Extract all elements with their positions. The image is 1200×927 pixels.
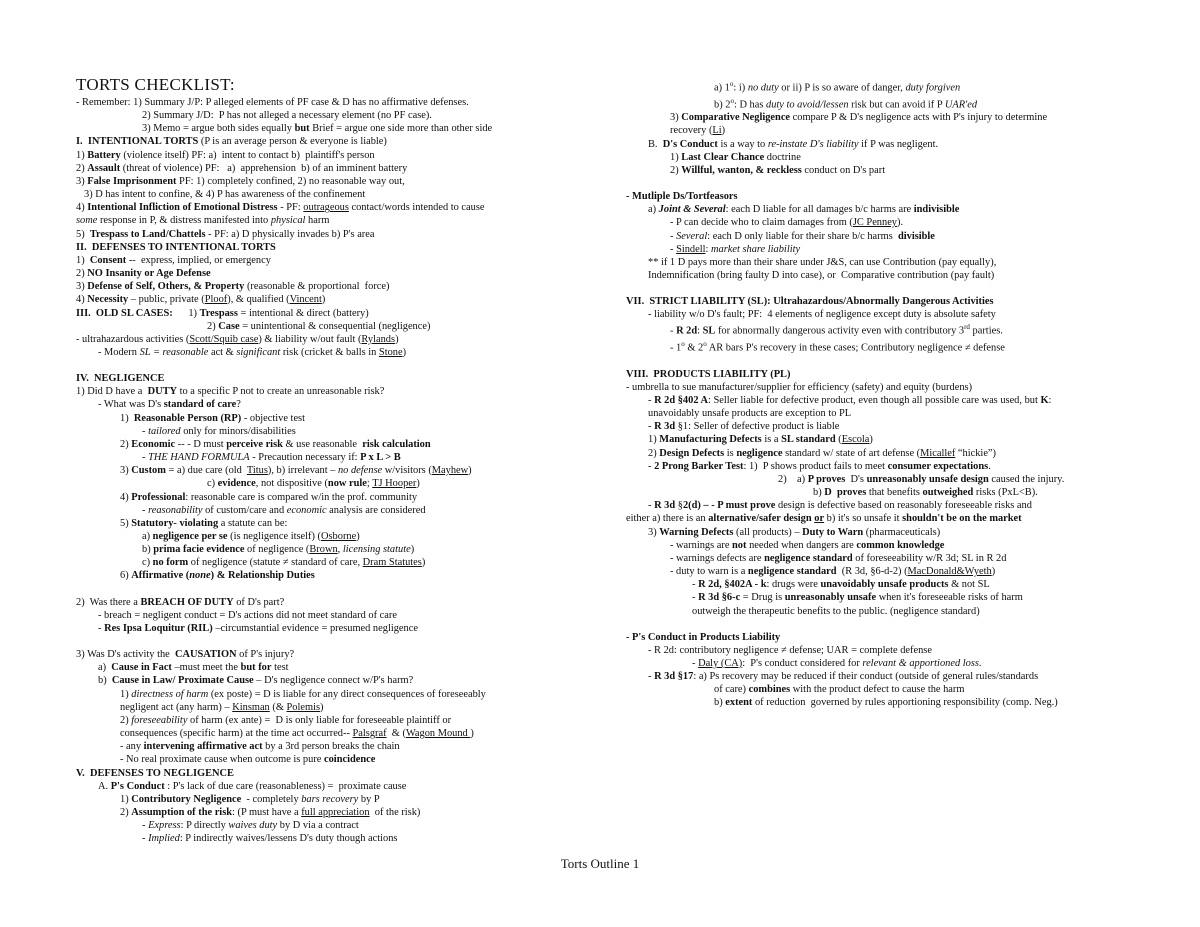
outline-line: 3) D has intent to confine, & 4) P has awareness of the confinement [84, 189, 366, 201]
outline-line: - warnings defects are negligence standard of foreseeability w/R 3d; SL in R 2d [670, 552, 1007, 564]
outline-line: recovery (Li) [670, 125, 726, 137]
outline-line: - Express: P directly waives duty by D via a contract [142, 820, 359, 832]
outline-line: 3) Defense of Self, Others, & Property (reasonable & proportional force) [76, 281, 390, 293]
outline-line: 1) Last Clear Chance doctrine [670, 151, 801, 163]
outline-line: 2) Assault (threat of violence) PF: a) apprehension b) of an imminent battery [76, 162, 408, 174]
outline-line: - What was D's standard of care? [98, 399, 241, 411]
outline-line: - No real proximate cause when outcome is pure coincidence [120, 754, 376, 766]
outline-line: some response in P, & distress manifested into physical harm [76, 215, 330, 227]
outline-line: - any intervening affirmative act by a 3rd person breaks the chain [120, 741, 400, 753]
left-column [76, 76, 596, 845]
spacer [76, 635, 596, 648]
section-heading: VII. STRICT LIABILITY (SL): Ultrahazardous/Abnormally Dangerous Activities [626, 296, 994, 308]
outline-line: 3) Was D's activity the CAUSATION of P's injury? [76, 649, 295, 661]
section-heading: II. DEFENSES TO INTENTIONAL TORTS [76, 241, 276, 253]
section-heading: - P's Conduct in Products Liability [626, 631, 781, 643]
outline-line: - 2 Prong Barker Test: 1) P shows product fails to meet consumer expectations. [648, 460, 991, 472]
outline-line: - Daly (CA): P's conduct considered for relevant & apportioned loss. [692, 657, 982, 669]
spacer [76, 583, 596, 596]
outline-line: b) prima facie evidence of negligence (Brown, licensing statute) [142, 544, 415, 556]
outline-line: 5) Trespass to Land/Chattels - PF: a) D physically invades b) P's area [76, 228, 375, 240]
outline-line: c) evidence, not dispositive (now rule; TJ Hooper) [207, 478, 420, 490]
outline-line: a) 1$^o$: i) no duty or ii) P is so aware of danger, duty forgiven [714, 80, 961, 94]
outline-line: 3) Memo = argue both sides equally but Brief = argue one side more than other side [142, 123, 493, 135]
outline-line: - P can decide who to claim damages from (JC Penney). [670, 217, 904, 229]
outline-line: - liability w/o D's fault; PF: 4 elements of negligence except duty is absolute safety [648, 309, 996, 321]
outline-line: III. OLD SL CASES: 1) Trespass = intentional & direct (battery) [76, 307, 369, 319]
section-heading: I. INTENTIONAL TORTS (P is an average person & everyone is liable) [76, 136, 387, 148]
outline-line: 3) Custom = a) due care (old Titus), b) irrelevant – no defense w/visitors (Mayhew) [120, 465, 472, 477]
section-heading: IV. NEGLIGENCE [76, 373, 165, 385]
outline-line: 1) Contributory Negligence - completely bars recovery by P [120, 793, 380, 805]
outline-line: - Modern SL = reasonable act & significant risk (cricket & balls in Stone) [98, 346, 407, 358]
outline-line: 2) Was there a BREACH OF DUTY of D's part? [76, 596, 285, 608]
outline-line: c) no form of negligence (statute ≠ standard of care, Dram Statutes) [142, 557, 426, 569]
section-heading: V. DEFENSES TO NEGLIGENCE [76, 767, 234, 779]
outline-line: - Several: each D only liable for their share b/c harms divisible [670, 230, 935, 242]
left-outline [76, 96, 596, 845]
spacer [626, 177, 1126, 190]
outline-line: 2) Design Defects is negligence standard w/ state of art defense (Micallef “hickie”) [648, 447, 996, 459]
outline-line: 2) Summary J/D: P has not alleged a necessary element (no PF case). [142, 110, 432, 122]
outline-line: 1) Did D have a DUTY to a specific P not to create an unreasonable risk? [76, 386, 385, 398]
spacer [626, 618, 1126, 631]
spacer [76, 359, 596, 372]
outline-line: B. D's Conduct is a way to re-instate D's liability if P was negligent. [648, 138, 939, 150]
outline-line: 2) Case = unintentional & consequential (negligence) [207, 320, 431, 332]
outline-line: b) 2$^o$: D has duty to avoid/lessen risk but can avoid if P UAR'ed [714, 96, 978, 111]
section-heading: VIII. PRODUCTS LIABILITY (PL) [626, 368, 791, 380]
outline-line: - umbrella to sue manufacturer/supplier for efficiency (safety) and equity (burdens) [626, 381, 973, 393]
outline-line: of care) combines with the product defect to cause the harm [714, 684, 965, 696]
right-outline [626, 78, 1126, 710]
outline-line: 3) Comparative Negligence compare P & D's negligence acts with P's injury to determine [670, 112, 1048, 124]
outline-line: a) Cause in Fact –must meet the but for test [98, 662, 289, 674]
outline-line: 4) Professional: reasonable care is compared w/in the prof. community [120, 491, 418, 503]
section-heading: - Mutliple Ds/Tortfeasors [626, 191, 738, 203]
outline-line: - R 2d §402 A: Seller liable for defective product, even though all possible care was used, but K: [648, 395, 1052, 406]
outline-line: - R 3d §17: a) Ps recovery may be reduced if their conduct (outside of general rules/standards [648, 671, 1039, 683]
outline-line: negligent act (any harm) – Kinsman (& Polemis) [120, 701, 324, 713]
outline-line: - tailored only for minors/disabilities [142, 425, 296, 437]
outline-line: A. P's Conduct : P's lack of due care (reasonableness) = proximate cause [98, 780, 407, 792]
outline-line: 2) Assumption of the risk: (P must have a full appreciation of the risk) [120, 806, 421, 818]
outline-line: outweigh the therapeutic benefits to the public. (negligence standard) [692, 605, 980, 617]
outline-line: - R 3d §2(d) – - P must prove design is defective based on reasonably foreseeable risks and [648, 500, 1032, 512]
spacer [626, 355, 1126, 368]
outline-line: - Implied: P indirectly waives/lessens D's duty though actions [142, 833, 398, 845]
outline-line: - R 3d §1: Seller of defective product is liable [648, 421, 840, 433]
outline-line: 1) Manufacturing Defects is a SL standard (Escola) [648, 434, 873, 446]
outline-line: - R 2d: SL for abnormally dangerous activity even with contributory 3rd parties. [670, 323, 1003, 337]
outline-line: 2) Willful, wanton, & reckless conduct on D's part [670, 164, 886, 176]
outline-line: - R 3d §6-c = Drug is unreasonably unsafe when it's foreseeable risks of harm [692, 592, 1023, 604]
outline-line: 1) Battery (violence itself) PF: a) intent to contact b) plaintiff's person [76, 149, 375, 161]
outline-line: b) D proves that benefits outweighed risks (PxL<B). [813, 487, 1038, 499]
outline-line: 2) Economic -- - D must perceive risk & use reasonable risk calculation [120, 438, 431, 450]
outline-line: - THE HAND FORMULA - Precaution necessary if: P x L > B [142, 452, 401, 464]
outline-line: - breach = negligent conduct = D's actions did not meet standard of care [98, 609, 397, 621]
outline-line: - Sindell: market share liability [670, 243, 801, 255]
outline-line: consequences (specific harm) at the time act occurred-- Palsgraf & (Wagon Mound ) [120, 728, 474, 740]
outline-line: 3) Warning Defects (all products) – Duty to Warn (pharmaceuticals) [648, 526, 941, 538]
outline-line: b) extent of reduction governed by rules apportioning responsibility (comp. Neg.) [714, 697, 1058, 709]
outline-line: 4) Intentional Infliction of Emotional Distress - PF: outrageous contact/words intended to cause [76, 202, 485, 214]
outline-line: 1) Reasonable Person (RP) - objective test [120, 412, 305, 424]
outline-line: 6) Affirmative (none) & Relationship Duties [120, 570, 315, 582]
outline-line: 2) NO Insanity or Age Defense [76, 268, 211, 280]
outline-line: b) Cause in Law/ Proximate Cause – D's negligence connect w/P's harm? [98, 675, 414, 687]
outline-line: unavoidably unsafe products are exception to PL [648, 408, 852, 420]
outline-line: either a) there is an alternative/safer design or b) it's so unsafe it shouldn't be on the market [626, 513, 1022, 525]
outline-line: - duty to warn is a negligence standard (R 3d, §6-d-2) (MacDonald&Wyeth) [670, 566, 996, 578]
outline-line: Indemnification (bring faulty D into case), or Comparative contribution (pay fault) [648, 269, 995, 281]
outline-line: a) Joint & Several: each D liable for all damages b/c harms are indivisible [648, 204, 960, 216]
outline-line: - R 2d, §402A - k: drugs were unavoidably unsafe products & not SL [692, 579, 990, 591]
outline-line: - ultrahazardous activities (Scott/Squib case) & liability w/out fault (Rylands) [76, 333, 399, 345]
outline-line: - Res Ipsa Loquitur (RIL) –circumstantial evidence = presumed negligence [98, 622, 418, 634]
outline-line: 3) False Imprisonment PF: 1) completely confined, 2) no reasonable way out, [76, 175, 405, 187]
outline-line: 2) foreseeability of harm (ex ante) = D is only liable for foreseeable plaintiff or [120, 714, 452, 726]
outline-line: ** if 1 D pays more than their share under J&S, can use Contribution (pay equally), [648, 256, 997, 268]
page-footer: Torts Outline 1 [560, 856, 640, 871]
right-column [626, 78, 1126, 710]
outline-line: - Remember: 1) Summary J/P: P alleged elements of PF case & D has no affirmative defenses. [76, 97, 469, 108]
outline-line: - R 2d: contributory negligence ≠ defense; UAR = complete defense [648, 644, 932, 656]
outline-line: - warnings are not needed when dangers are common knowledge [670, 539, 945, 551]
outline-line: 4) Necessity – public, private (Ploof), & qualified (Vincent) [76, 294, 326, 306]
outline-line: 2) a) P proves D's unreasonably unsafe design caused the injury. [778, 473, 1065, 485]
outline-line: 5) Statutory- violating a statute can be: [120, 517, 288, 529]
outline-line: 1) directness of harm (ex poste) = D is liable for any direct consequences of foreseeably [120, 688, 486, 700]
outline-line: a) negligence per se (is negligence itself) (Osborne) [142, 531, 360, 542]
page-title: TORTS CHECKLIST: [76, 75, 235, 94]
outline-line: - reasonability of custom/care and economic analysis are considered [142, 504, 426, 516]
outline-line: - 1$^o$ & 2$^o$ AR bars P's recovery in these cases; Contributory negligence ≠ defense [670, 340, 1005, 354]
outline-line: 1) Consent -- express, implied, or emergency [76, 254, 271, 266]
spacer [626, 282, 1126, 295]
